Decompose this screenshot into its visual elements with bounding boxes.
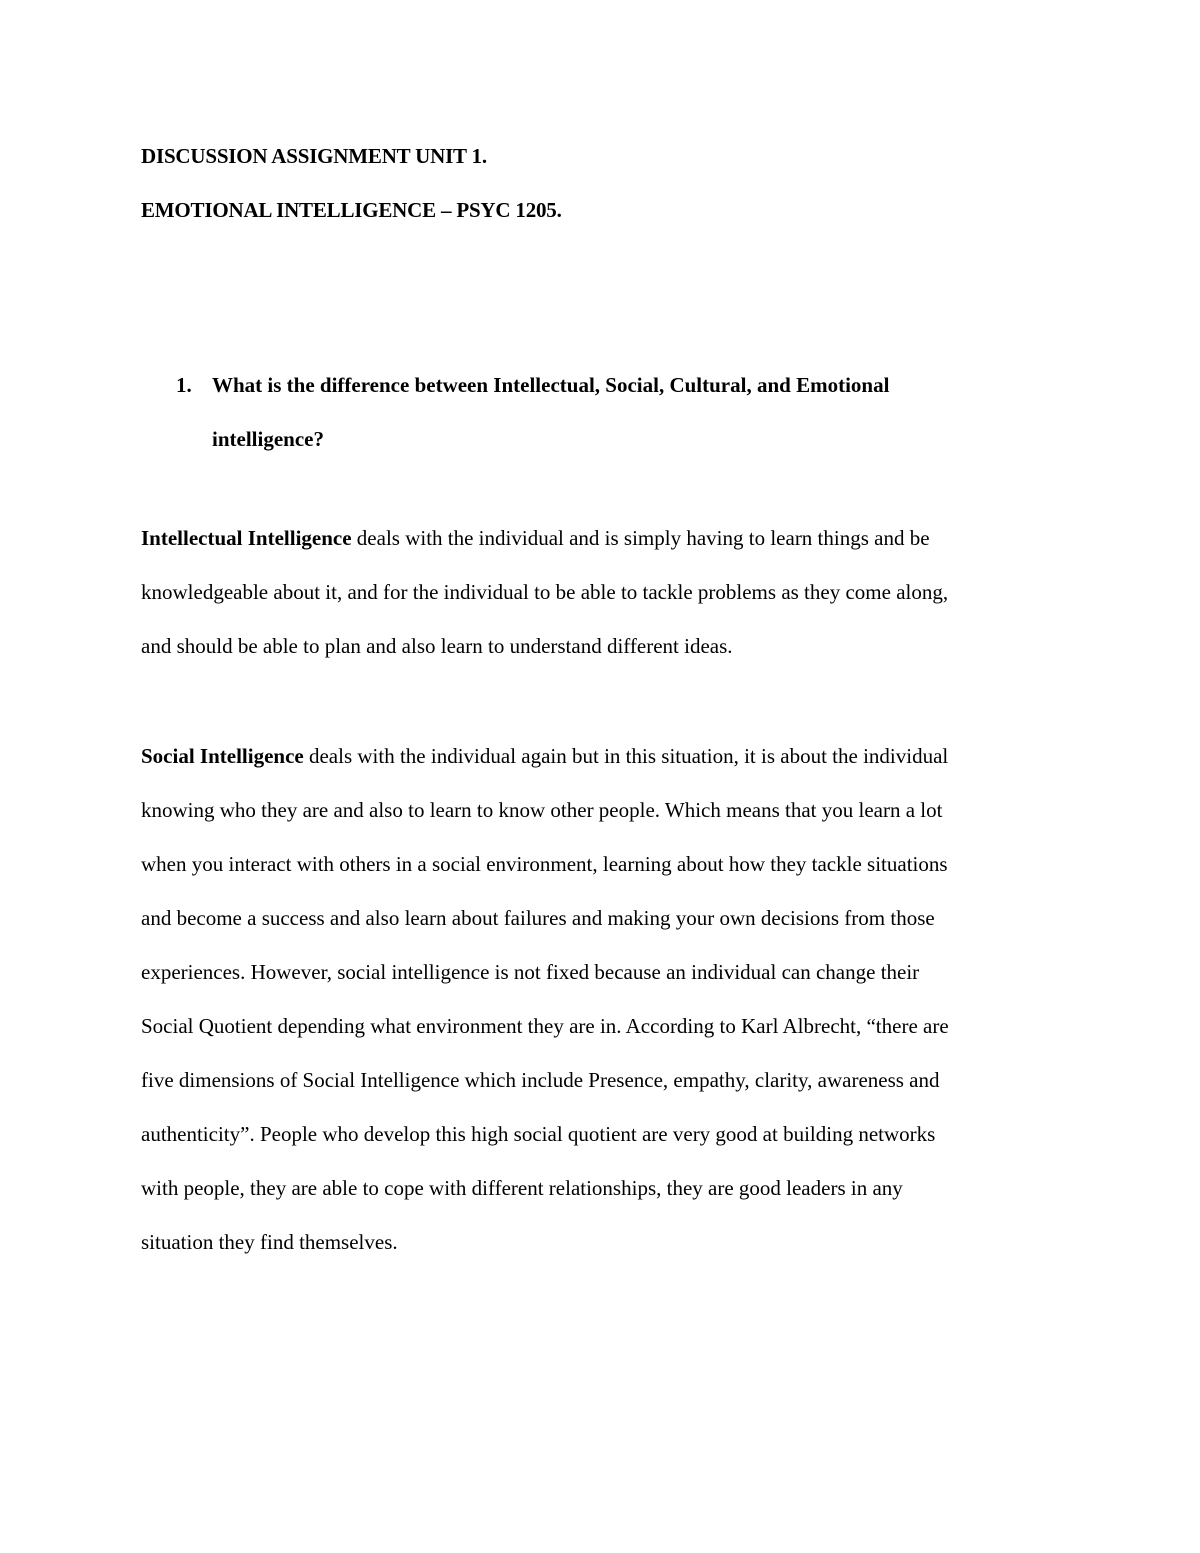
course-title: EMOTIONAL INTELLIGENCE – PSYC 1205. — [141, 198, 562, 222]
paragraph-line: when you interact with others in a social environment, learning about how they tackle situations — [141, 852, 948, 876]
question-1 — [176, 358, 1036, 466]
paragraph-line: and should be able to plan and also learn to understand different ideas. — [141, 634, 733, 658]
paragraph-line — [141, 511, 1061, 565]
term-intellectual-intelligence: Intellectual Intelligence — [141, 526, 352, 550]
paragraph-line: authenticity”. People who develop this high social quotient are very good at building networks — [141, 1122, 936, 1146]
paragraph-line: experiences. However, social intelligence is not fixed because an individual can change their — [141, 960, 920, 984]
paragraph-line — [141, 729, 1061, 783]
paragraph-line: knowing who they are and also to learn to know other people. Which means that you learn a lot — [141, 798, 943, 822]
paragraph-intellectual-intelligence — [141, 511, 1061, 673]
paragraph-line: with people, they are able to cope with different relationships, they are good leaders in any — [141, 1176, 903, 1200]
question-line: intelligence? — [212, 427, 324, 451]
term-social-intelligence: Social Intelligence — [141, 744, 304, 768]
paragraph-text: deals with the individual and is simply having to learn things and be — [351, 526, 930, 550]
paragraph-line: and become a success and also learn about failures and making your own decisions from those — [141, 906, 935, 930]
paragraph-text: deals with the individual again but in this situation, it is about the individual — [303, 744, 949, 768]
paragraph-social-intelligence — [141, 729, 1061, 1269]
paragraph-line: five dimensions of Social Intelligence which include Presence, empathy, clarity, awareness and — [141, 1068, 940, 1092]
question-number: 1. — [176, 373, 192, 397]
question-line: What is the difference between Intellectual, Social, Cultural, and Emotional — [212, 373, 890, 397]
paragraph-line: knowledgeable about it, and for the individual to be able to tackle problems as they come along, — [141, 580, 949, 604]
assignment-title: DISCUSSION ASSIGNMENT UNIT 1. — [141, 144, 487, 168]
paragraph-line: situation they find themselves. — [141, 1230, 398, 1254]
paragraph-line: Social Quotient depending what environment they are in. According to Karl Albrecht, “there are — [141, 1014, 949, 1038]
